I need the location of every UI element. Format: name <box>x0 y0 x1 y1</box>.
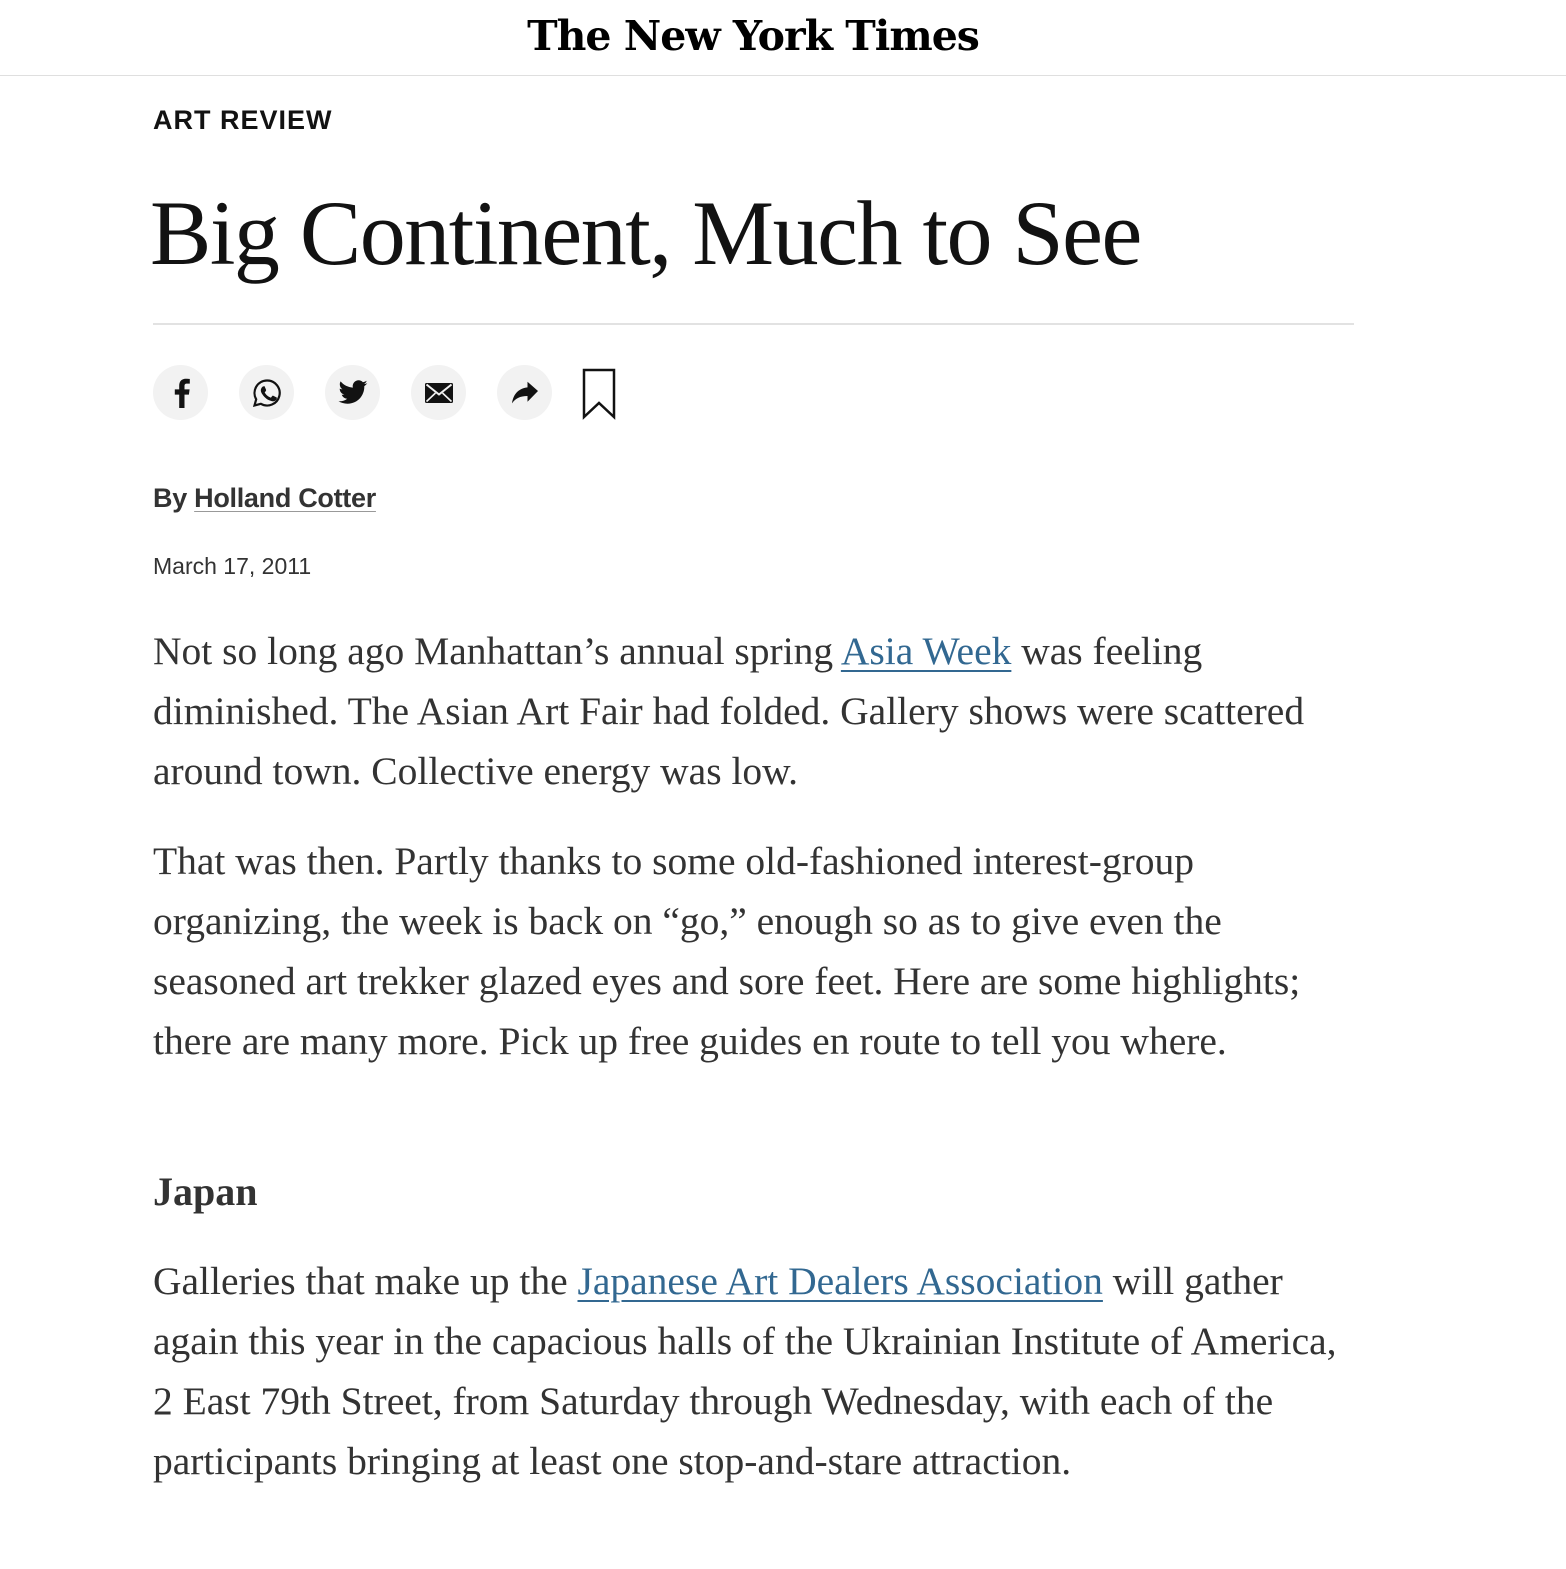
asia-week-link[interactable]: Asia Week <box>840 629 1012 673</box>
email-icon <box>425 383 453 403</box>
share-arrow-icon <box>511 381 539 405</box>
japanese-art-dealers-link[interactable]: Japanese Art Dealers Association <box>577 1259 1103 1303</box>
article-headline: Big Continent, Much to See <box>150 182 1141 284</box>
masthead <box>0 0 1566 76</box>
paragraph-text: was feeling diminished. The Asian Art Fair had folded. Gallery shows were scattered around town. Collective energy was low. <box>153 629 1305 793</box>
bookmark-icon[interactable] <box>581 368 617 420</box>
byline <box>153 480 376 516</box>
byline-prefix: By <box>153 483 187 513</box>
facebook-share-button[interactable] <box>153 365 208 420</box>
share-toolbar <box>153 365 653 421</box>
publish-date: March 17, 2011 <box>153 553 312 579</box>
paragraph-text: Not so long ago Manhattan’s annual spring <box>153 629 841 673</box>
more-share-button[interactable] <box>497 365 552 420</box>
section-heading: Japan <box>153 1169 258 1214</box>
twitter-icon <box>338 380 368 406</box>
headline-divider <box>153 323 1354 325</box>
email-share-button[interactable] <box>411 365 466 420</box>
paragraph-text: Galleries that make up the <box>153 1259 578 1303</box>
whatsapp-share-button[interactable] <box>239 365 294 420</box>
article-paragraph: That was then. Partly thanks to some old-fashioned interest-group organizing, the week is back on “go,” enough so as to give even the seasoned art trekker glazed eyes and sore feet. Here are some highlights; there are many more. Pick up free guides en route to tell you where. <box>153 839 1301 1063</box>
twitter-share-button[interactable] <box>325 365 380 420</box>
article-kicker[interactable]: ART REVIEW <box>153 105 333 135</box>
author-link[interactable]: Holland Cotter <box>194 483 376 513</box>
whatsapp-icon <box>251 377 283 409</box>
article-paragraph <box>153 621 1355 801</box>
nyt-logo[interactable]: The New York Times <box>527 12 979 60</box>
facebook-icon <box>170 378 192 408</box>
article-paragraph <box>153 1251 1355 1491</box>
paragraph-text: will gather again this year in the capacious halls of the Ukrainian Institute of America, 2 East 79th Street, from Saturday through Wednesday, with each of the participants bringing at least one stop-and-stare attraction. <box>153 1259 1337 1483</box>
